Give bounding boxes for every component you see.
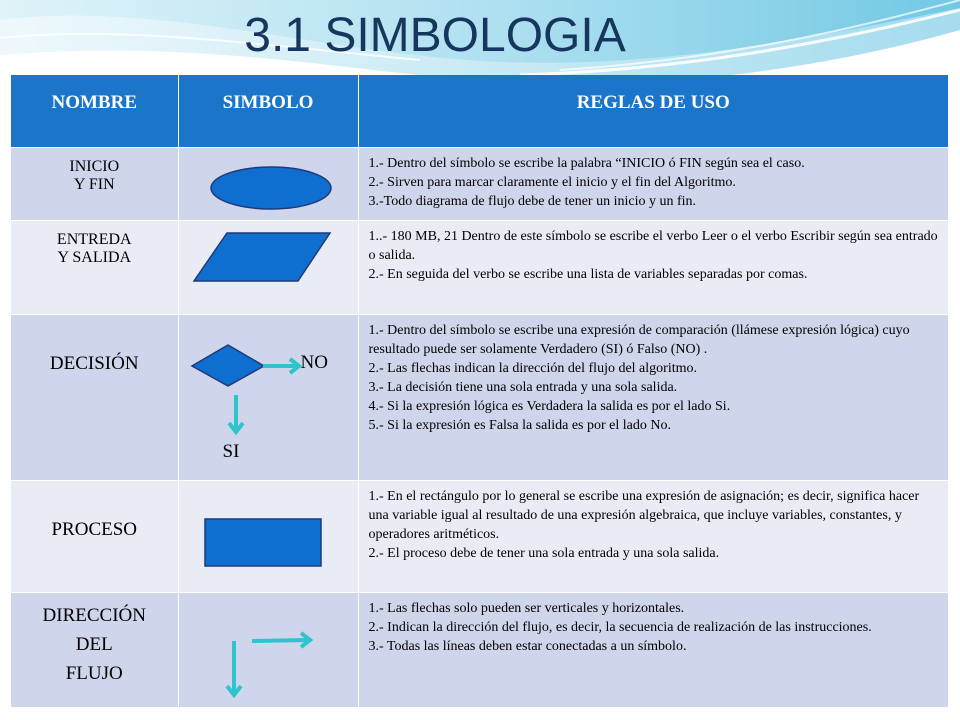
rule-item: 2.- En seguida del verbo se escribe una lista de variables separadas por comas. bbox=[368, 267, 808, 282]
name-line: INICIO bbox=[69, 158, 120, 175]
io-parallelogram bbox=[194, 233, 330, 281]
name-cell bbox=[11, 148, 178, 221]
page-title: 3.1 SIMBOLOGIA bbox=[244, 9, 626, 62]
symbol-cell bbox=[178, 221, 358, 315]
symbol-cell bbox=[178, 315, 358, 481]
decision-symbol bbox=[179, 315, 359, 481]
name-line: DIRECCIÓN bbox=[42, 605, 146, 626]
header-simbolo: SIMBOLO bbox=[178, 75, 358, 148]
process-symbol bbox=[179, 481, 359, 593]
io-symbol bbox=[179, 221, 359, 315]
name-cell bbox=[11, 593, 178, 707]
rule-item: 2.- Sirven para marcar claramente el inicio y el fin del Algoritmo. bbox=[368, 175, 736, 190]
symbology-table bbox=[11, 75, 948, 707]
decision-si-label: SI bbox=[222, 441, 240, 462]
name-line: FLUJO bbox=[65, 663, 123, 684]
table-row-inicio-fin bbox=[11, 148, 948, 221]
rules-cell bbox=[358, 481, 948, 593]
rule-item: 1.- En el rectángulo por lo general se escribe una expresión de asignación; es decir, significa hacer una variable igual al resultado de una expresión algebraica, que incluye variables, constantes, y operadores aritméticos. bbox=[368, 489, 920, 542]
rule-item: 1..- 180 MB, 21 Dentro de este símbolo se escribe el verbo Leer o el verbo Escribir según sea entrado o salida. bbox=[368, 229, 938, 263]
rule-item: 1.- Dentro del símbolo se escribe una expresión de comparación (llámese expresión lógica) cuyo resultado puede ser solamente Verdadero (SI) ó Falso (NO) . bbox=[368, 323, 910, 357]
name-cell bbox=[11, 221, 178, 315]
terminal-ellipse bbox=[211, 167, 331, 209]
name-line: DECISIÓN bbox=[49, 353, 139, 374]
rule-item: 3.-Todo diagrama de flujo debe de tener un inicio y un fin. bbox=[368, 194, 697, 209]
rule-item: 5.- Si la expresión es Falsa la salida es por el lado No. bbox=[368, 418, 671, 433]
flow-arrow-right-line bbox=[252, 640, 308, 641]
rule-item: 2.- Indican la dirección del flujo, es decir, la secuencia de realización de las instrucciones. bbox=[368, 620, 872, 635]
symbol-cell bbox=[178, 148, 358, 221]
decision-no-label: NO bbox=[300, 352, 328, 373]
rule-item: 1.- Las flechas solo pueden ser verticales y horizontales. bbox=[368, 601, 685, 616]
table-row-proceso bbox=[11, 481, 948, 593]
rules-cell bbox=[358, 593, 948, 707]
name-cell bbox=[11, 481, 178, 593]
flow-arrows-symbol bbox=[179, 593, 359, 707]
header-nombre: NOMBRE bbox=[11, 75, 178, 148]
name-cell bbox=[11, 315, 178, 481]
symbol-cell bbox=[178, 481, 358, 593]
table-row-decision bbox=[11, 315, 948, 481]
rules-cell bbox=[358, 315, 948, 481]
rule-item: 1.- Dentro del símbolo se escribe la palabra “INICIO ó FIN según sea el caso. bbox=[368, 156, 805, 171]
table-header-row bbox=[11, 75, 948, 148]
table-row-direccion-flujo bbox=[11, 593, 948, 707]
rule-item: 4.- Si la expresión lógica es Verdadera la salida es por el lado Si. bbox=[368, 399, 731, 414]
rule-item: 2.- Las flechas indican la dirección del flujo del algoritmo. bbox=[368, 361, 697, 376]
header-reglas: REGLAS DE USO bbox=[358, 75, 948, 148]
rule-item: 2.- El proceso debe de tener una sola entrada y una sola salida. bbox=[368, 546, 720, 561]
terminal-symbol bbox=[179, 148, 359, 221]
name-line: Y FIN bbox=[73, 176, 115, 193]
rules-cell bbox=[358, 148, 948, 221]
name-line: ENTREDA bbox=[56, 231, 132, 248]
decision-diamond bbox=[192, 345, 264, 386]
name-line: Y SALIDA bbox=[57, 249, 132, 266]
process-rectangle bbox=[205, 519, 321, 566]
rules-cell bbox=[358, 221, 948, 315]
name-line: PROCESO bbox=[51, 519, 138, 540]
symbol-cell bbox=[178, 593, 358, 707]
name-line: DEL bbox=[75, 634, 113, 655]
rule-item: 3.- La decisión tiene una sola entrada y una sola salida. bbox=[368, 380, 678, 395]
rule-item: 3.- Todas las líneas deben estar conectadas a un símbolo. bbox=[368, 639, 687, 654]
table-row-entrada-salida bbox=[11, 221, 948, 315]
